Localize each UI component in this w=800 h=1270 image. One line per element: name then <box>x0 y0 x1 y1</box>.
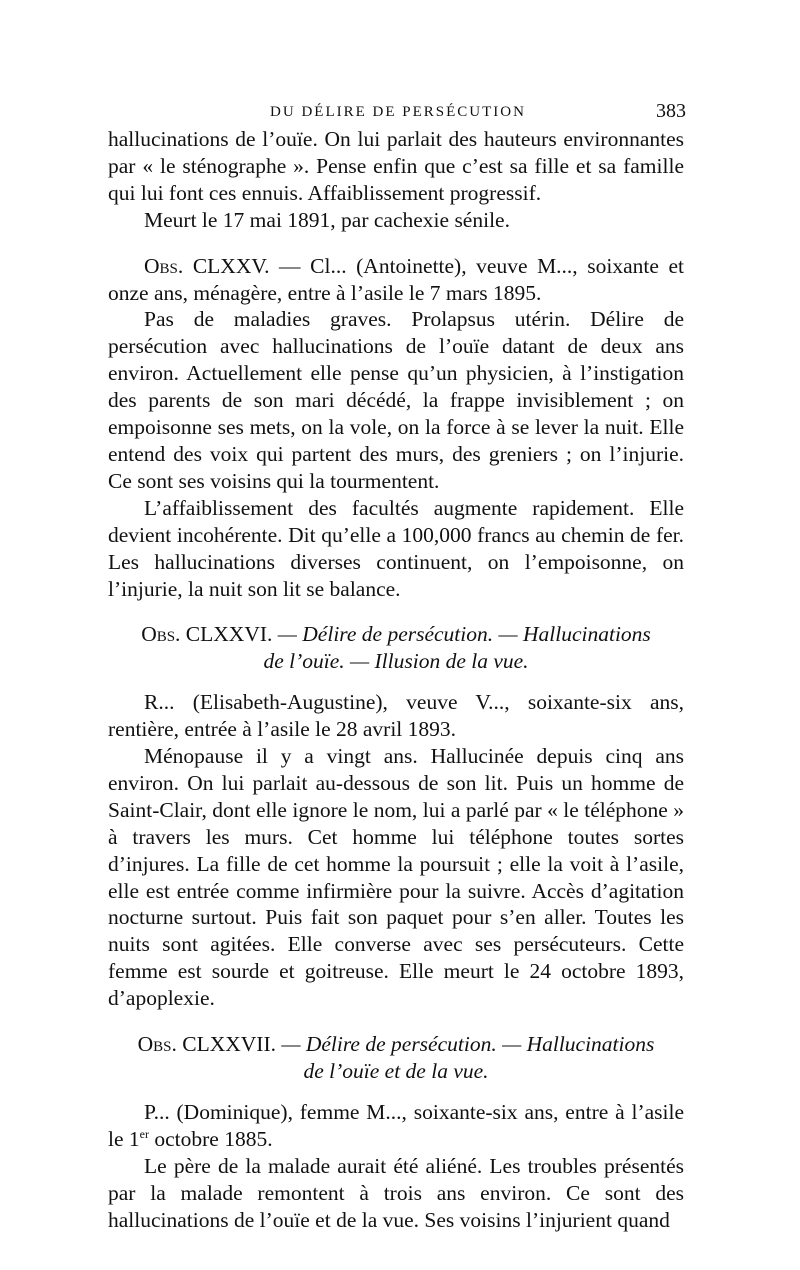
paragraph: hallucinations de l’ouïe. On lui parlait des hauteurs environnantes par « le sténographe ». Pense enfin que c’est sa fille et sa famille qui lui font ces ennuis. Affaiblissement progressif. <box>108 127 684 205</box>
observation-175 <box>108 253 684 307</box>
paragraph: Meurt le 17 mai 1891, par cachexie sénile. <box>144 207 510 232</box>
observation-heading-line-1: — Délire de persécution. — Hallucinations <box>272 622 651 647</box>
observation-177-title <box>108 1031 684 1085</box>
paragraph: Ménopause il y a vingt ans. Hallucinée depuis cinq ans environ. On lui parlait au-dessous de son lit. Puis un homme de Saint-Clair, dont elle ignore le nom, lui a parlé par « le téléphone » à travers les murs. Cet homme lui téléphone toutes sortes d’injures. La fille de cet homme la poursuit ; elle la voit à l’asile, elle est entrée comme infirmière pour la suivre. Accès d’agitation nocturne surtout. Puis fait son paquet pour s’en aller. Toutes les nuits sont agitées. Elle converse avec ses persécuteurs. Cette femme est sourde et goitreuse. Elle meurt le 24 octobre 1893, d’apoplexie. <box>108 744 684 1011</box>
paragraph-text: octobre 1885. <box>148 1126 273 1151</box>
paragraph-text: P... (Dominique), femme M..., soixante-six ans, entre à l’asile le 1 <box>108 1099 684 1151</box>
paragraph: L’affaiblissement des facultés augmente rapidement. Elle devient incohérente. Dit qu’elle a 100,000 francs au chemin de fer. Les hallucinations diverses continuent, on l’empoisonne, on l’injurie, la nuit son lit se balance. <box>108 495 684 601</box>
observation-label: Obs. CLXXV. <box>144 253 270 278</box>
observation-label: Obs. CLXXVI. <box>141 622 273 647</box>
paragraph: Pas de maladies graves. Prolapsus utérin. Délire de persécution avec hallucinations de l’ouïe datant de deux ans environ. Actuellement elle pense qu’un physicien, à l’instigation des parents de son mari décédé, la frappe invisiblement ; on empoisonne ses mets, on la vole, on la force à se lever la nuit. Elle entend des voix qui partent des murs, des greniers ; on l’injurie. Ce sont ses voisins qui la tourmentent. <box>108 307 684 493</box>
page-header <box>110 100 686 128</box>
running-title: DU DÉLIRE DE PERSÉCUTION <box>270 104 526 120</box>
observation-intro: — Cl... (Antoinette), veuve M..., soixante et onze ans, ménagère, entre à l’asile le 7 mars 1895. <box>108 253 684 305</box>
observation-heading-line-2: de l’ouïe. — Illusion de la vue. <box>263 649 529 674</box>
observation-label: Obs. CLXXVII. <box>137 1032 276 1057</box>
paragraph: Le père de la malade aurait été aliéné. Les troubles présentés par la malade remontent à trois ans environ. Ce sont des hallucinations de l’ouïe et de la vue. Ses voisins l’injurient quand <box>108 1153 684 1232</box>
paragraph: R... (Elisabeth-Augustine), veuve V..., soixante-six ans, rentière, entrée à l’asile le 28 avril 1893. <box>108 690 684 742</box>
paragraph <box>108 1099 684 1153</box>
observation-176-title <box>108 621 684 675</box>
body-text <box>108 126 684 1233</box>
observation-heading-line-2: de l’ouïe et de la vue. <box>303 1059 489 1083</box>
superscript: er <box>139 1126 149 1141</box>
observation-heading-line-1: — Délire de persécution. — Hallucinations <box>275 1032 655 1057</box>
page-number: 383 <box>656 100 686 122</box>
